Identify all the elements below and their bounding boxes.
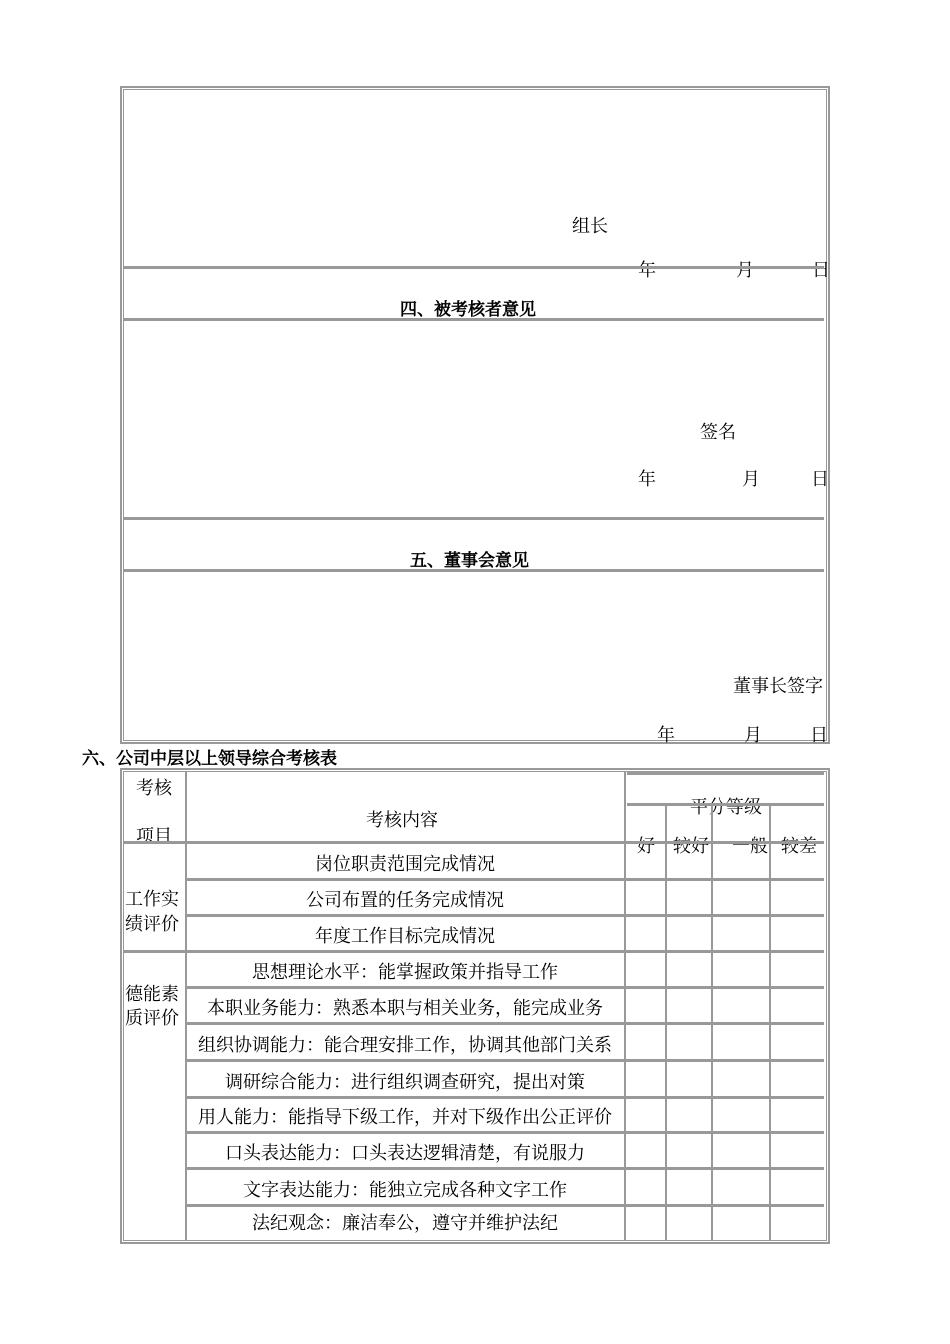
row-divider xyxy=(187,1167,824,1170)
table-row-content: 本职业务能力：熟悉本职与相关业务，能完成业务 xyxy=(207,998,603,1019)
header-item-line2: 项目 xyxy=(136,826,172,847)
group2-label-line2: 质评价 xyxy=(125,1008,179,1029)
section4-year: 年 xyxy=(638,469,656,490)
group1-label-line2: 绩评价 xyxy=(125,914,179,935)
section4-day: 日 xyxy=(811,469,829,490)
section5-date-line xyxy=(124,718,828,746)
rating-group-header xyxy=(627,772,824,857)
table-row-content: 年度工作目标完成情况 xyxy=(315,926,495,947)
rating-col-divider xyxy=(711,842,713,1240)
header-content: 考核内容 xyxy=(366,810,438,831)
row-divider xyxy=(187,1096,824,1099)
table-row-content: 思想理论水平：能掌握政策并指导工作 xyxy=(252,962,558,983)
rating-average: 一般 xyxy=(732,836,768,857)
rating-group-label: 平分等级 xyxy=(690,797,762,818)
section5-month: 月 xyxy=(744,725,762,746)
row-divider xyxy=(187,878,824,881)
divider-section4-body xyxy=(124,318,824,321)
table-row-content: 法纪观念：廉洁奉公，遵守并维护法纪 xyxy=(252,1213,558,1234)
rating-col-divider xyxy=(665,842,667,1240)
rating-good: 好 xyxy=(637,836,655,857)
row-divider xyxy=(187,1022,824,1025)
row-divider xyxy=(187,986,824,989)
header-item-line1: 考核 xyxy=(136,778,172,799)
leader-sign-label: 组长 xyxy=(572,216,608,237)
section5-year: 年 xyxy=(657,725,675,746)
table-row-content: 口头表达能力：口头表达逻辑清楚，有说服力 xyxy=(225,1143,585,1164)
rating-col-divider xyxy=(769,842,771,1240)
table-row-content: 文字表达能力：能独立完成各种文字工作 xyxy=(243,1180,567,1201)
group2-label-line1: 德能素 xyxy=(125,984,179,1005)
section5-title: 五、董事会意见 xyxy=(410,551,529,571)
row-divider xyxy=(187,1131,824,1134)
rating-fairly-good: 较好 xyxy=(673,836,709,857)
row-divider xyxy=(187,950,824,953)
section5-sign-label: 董事长签字 xyxy=(733,676,823,697)
header-bottom-line xyxy=(124,841,824,844)
divider-section4-top xyxy=(124,266,824,269)
divider-section5-top xyxy=(124,517,824,520)
row-divider xyxy=(187,914,824,917)
section4-month: 月 xyxy=(742,469,760,490)
section3-year: 年 xyxy=(638,260,656,281)
section3-date-line xyxy=(124,252,830,281)
section4-sign-label: 签名 xyxy=(700,422,736,443)
group-divider xyxy=(124,950,185,953)
section6-title: 六、公司中层以上领导综合考核表 xyxy=(82,749,337,769)
table-row-content: 岗位职责范围完成情况 xyxy=(315,854,495,875)
section3-day: 日 xyxy=(812,260,830,281)
rating-poor: 较差 xyxy=(781,836,817,857)
table-row-content: 公司布置的任务完成情况 xyxy=(306,890,504,911)
row-divider xyxy=(187,1204,824,1207)
table-row-content: 调研综合能力：进行组织调查研究，提出对策 xyxy=(225,1072,585,1093)
opinion-form-frame xyxy=(120,86,830,744)
rating-group-top-line xyxy=(627,772,824,775)
section3-month: 月 xyxy=(736,260,754,281)
table-row-content: 用人能力：能指导下级工作，并对下级作出公正评价 xyxy=(198,1107,612,1128)
divider-section5-body xyxy=(124,569,824,572)
section5-day: 日 xyxy=(810,725,828,746)
group1-label-line1: 工作实 xyxy=(125,889,179,910)
table-row-content: 组织协调能力：能合理安排工作，协调其他部门关系 xyxy=(198,1035,612,1056)
row-divider xyxy=(187,1059,824,1062)
section4-title: 四、被考核者意见 xyxy=(400,300,536,320)
